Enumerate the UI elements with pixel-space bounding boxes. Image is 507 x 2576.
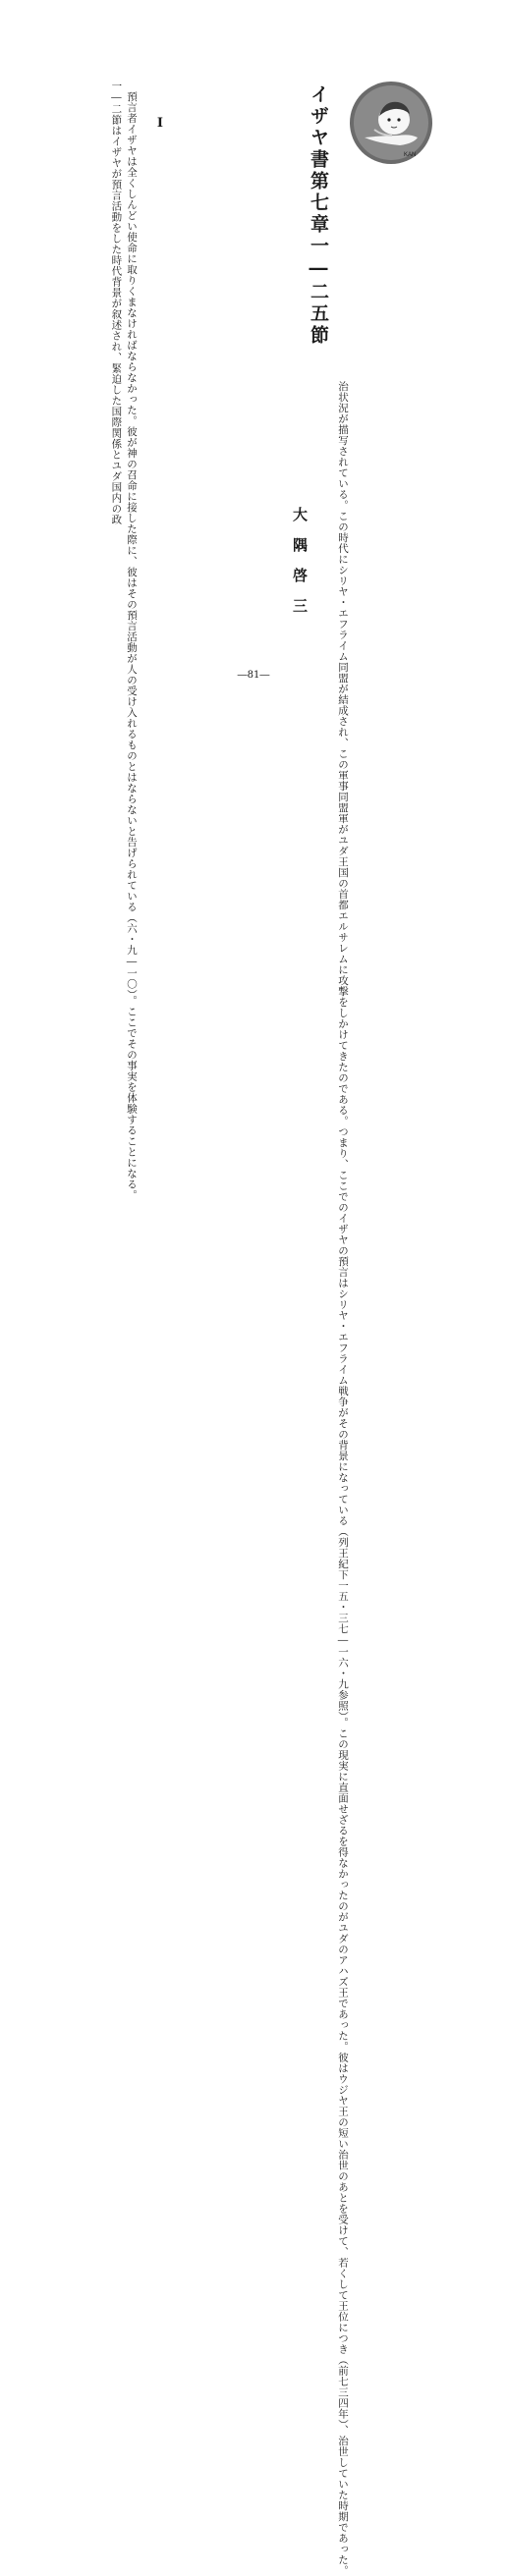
body-text-upper: 預言者イザヤは全くしんどい使命に取りくまなければならなかった。彼が神の召命に接した際に、彼はその預言活動が人の受け入れるものとはならないと告げられている（六・九―一〇）。ここでその事実を体験することになる。 一―二節はイザヤが預言活動をした時代背景が叙述され、緊迫した国際関係とユダ国内の政 (110, 81, 138, 1201)
page-number: ―81― (237, 670, 270, 681)
body-text-lower: 治状況が描写されている。この時代にシリヤ・エフライム同盟が結成され、この軍事同盟軍がユダ王国の首都エルサレムに攻撃をしかけてきたのである。つまり、ここでのイザヤの預言はシリヤ・エフライム戦争がその背景になっている（列王紀下一五・三七―一六・九参照）。この現実に直面せざるを得なかったのがユダのアハズ王であった。彼はウジヤ王の短い治世のあとを受けて、若くして王位につき（前七三四年）、治世していた時期であった。 (337, 381, 349, 2576)
article-title: イザヤ書第七章一―二五節 (308, 84, 329, 347)
section-mark: I (156, 116, 163, 131)
child-portrait-illustration (349, 81, 433, 165)
author-name: 大隅啓三 (291, 507, 309, 629)
illustration-signature: KAN (404, 152, 417, 158)
